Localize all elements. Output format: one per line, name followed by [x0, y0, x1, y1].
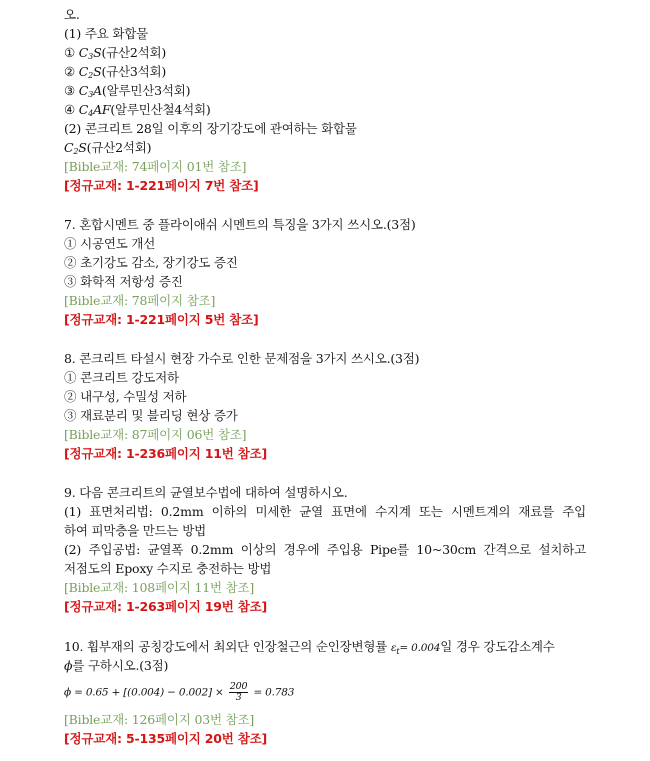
bible-reference: [Bible교재: 74페이지 01번 참조] [64, 159, 247, 174]
question-title-line2: ϕ를 구하시오.(3점) [64, 658, 169, 673]
section-heading: (1) 주요 화합물 [64, 26, 149, 41]
question-title: 10. 휨부재의 공칭강도에서 최외단 인장철근의 순인장변형률 $\varepsilon_t= 0.004$일 경우 강도감소계수 [64, 639, 555, 657]
compound-item: ② $C_2S$(규산3석회) [64, 64, 167, 80]
bible-reference: [Bible교재: 126페이지 03번 참조] [64, 712, 255, 727]
answer-text: (2) 주입공법: 균열폭 0.2mm 이상의 경우에 주입용 Pipe를 10~30cm 간격으로 설치하고 [64, 542, 586, 557]
strain-condition: $\varepsilon_t= 0.004$ [390, 642, 441, 657]
compound-item: ③ $C_3A$(알루민산3석회) [64, 83, 191, 99]
answer-text: 하여 피막층을 만드는 방법 [64, 523, 206, 538]
bible-reference: [Bible교재: 108페이지 11번 참조] [64, 580, 255, 595]
compound-item: $C_2S$(규산2석회) [64, 140, 152, 156]
question-title: 7. 혼합시멘트 중 플라이애쉬 시멘트의 특징을 3가지 쓰시오.(3점) [64, 217, 416, 232]
answer-item: ③ 재료분리 및 블리딩 현상 증가 [64, 408, 238, 423]
regular-reference: [정규교재: 1-221페이지 5번 참조] [64, 312, 259, 327]
answer-item: ② 초기강도 감소, 장기강도 증진 [64, 255, 238, 270]
regular-reference: [정규교재: 5-135페이지 20번 참조] [64, 731, 268, 746]
answer-item: ① 콘크리트 강도저하 [64, 370, 179, 385]
compound-item: ① $C_3S$(규산2석회) [64, 45, 167, 61]
regular-reference: [정규교재: 1-236페이지 11번 참조] [64, 446, 268, 461]
question-title: 8. 콘크리트 타설시 현장 가수로 인한 문제점을 3가지 쓰시오.(3점) [64, 351, 420, 366]
answer-text: 저점도의 Epoxy 수지로 충전하는 방법 [64, 561, 272, 576]
compound-item: ④ $C_4AF$(알루민산철4석회) [64, 102, 211, 118]
section-heading: (2) 콘크리트 28일 이후의 장기강도에 관여하는 화합물 [64, 121, 357, 136]
continued-text: 오. [64, 7, 80, 22]
answer-item: ③ 화학적 저항성 증진 [64, 274, 183, 289]
regular-reference: [정규교재: 1-221페이지 7번 참조] [64, 178, 259, 193]
regular-reference: [정규교재: 1-263페이지 19번 참조] [64, 599, 268, 614]
answer-text: (1) 표면처리법: 0.2mm 이하의 미세한 균열 표면에 수지계 또는 시멘트계의 재료를 주입 [64, 504, 586, 519]
answer-item: ① 시공연도 개선 [64, 236, 156, 251]
formula: ϕ = 0.65 + [(0.004) − 0.002] × $\frac{200}{3}$ = 0.783 [64, 681, 295, 703]
answer-item: ② 내구성, 수밀성 저하 [64, 389, 187, 404]
question-title: 9. 다음 콘크리트의 균열보수법에 대하여 설명하시오. [64, 485, 348, 500]
bible-reference: [Bible교재: 87페이지 06번 참조] [64, 427, 247, 442]
fraction: $\frac{200}{3}$ [229, 681, 248, 703]
bible-reference: [Bible교재: 78페이지 참조] [64, 293, 216, 308]
